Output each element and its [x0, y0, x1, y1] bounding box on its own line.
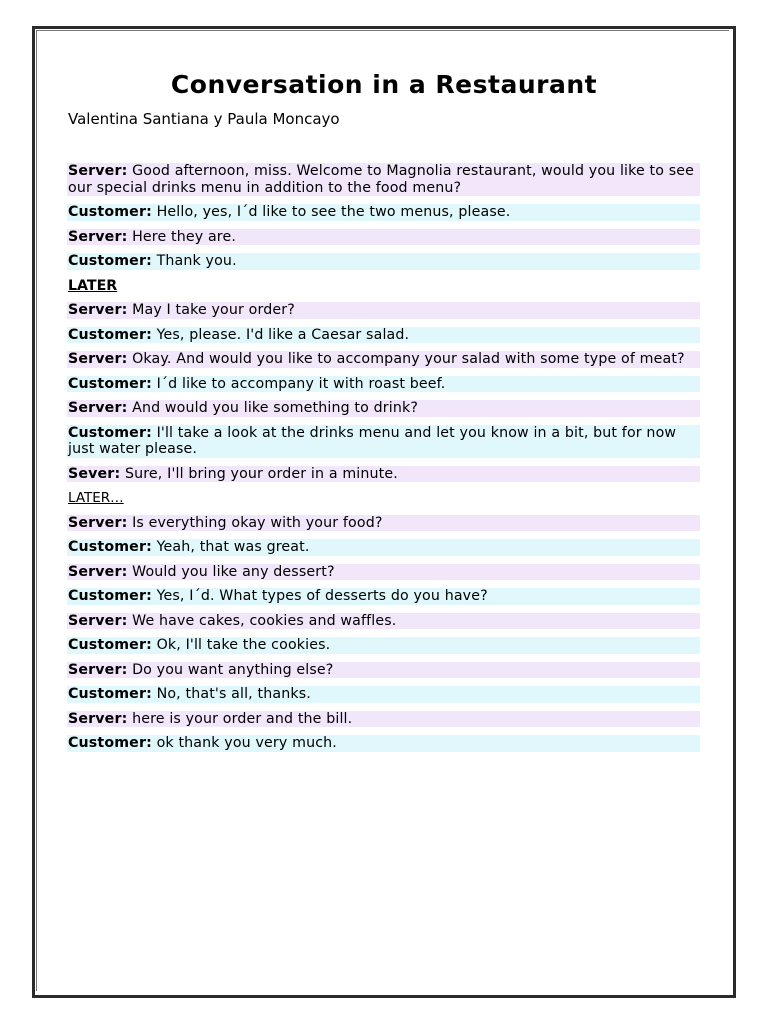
utterance-text: May I take your order? — [127, 302, 295, 318]
speaker-label: Server: — [68, 228, 128, 245]
speaker-label: Customer: — [68, 539, 152, 555]
utterance-text: Would you like any dessert? — [127, 563, 335, 580]
customer-line — [67, 588, 700, 605]
customer-line — [67, 425, 700, 458]
utterance-text: No, that's all, thanks. — [151, 686, 311, 702]
server-line — [67, 662, 700, 679]
server-line — [67, 711, 700, 728]
speaker-label: Server: — [68, 661, 128, 678]
utterance-text: Is everything okay with your food? — [127, 514, 383, 531]
speaker-label: Customer: — [68, 204, 152, 220]
utterance-text: Hello, yes, I´d like to see the two menus, please. — [151, 204, 511, 220]
server-line — [67, 302, 700, 319]
speaker-label: Customer: — [68, 588, 152, 604]
server-line — [67, 163, 700, 196]
speaker-label: Server: — [68, 163, 128, 179]
speaker-label: Customer: — [68, 253, 152, 269]
speaker-label: Customer: — [68, 686, 152, 702]
speaker-label: Server: — [68, 710, 128, 727]
speaker-label: Server: — [68, 400, 128, 416]
utterance-text: Do you want anything else? — [127, 661, 334, 678]
server-line — [67, 229, 700, 246]
customer-line — [67, 686, 700, 703]
utterance-text: I´d like to accompany it with roast beef. — [151, 375, 446, 392]
utterance-text: We have cakes, cookies and waffles. — [127, 612, 397, 629]
utterance-text: ok thank you very much. — [151, 735, 337, 751]
speaker-label: Server: — [68, 514, 128, 531]
speaker-label: Customer: — [68, 424, 152, 441]
utterance-text: Good afternoon, miss. Welcome to Magnolia restaurant, would you like to see our special drinks menu in addition to the food menu? — [68, 163, 695, 196]
speaker-label: Server: — [68, 351, 128, 367]
speaker-label: Server: — [68, 563, 128, 580]
server-line — [67, 613, 700, 630]
utterance-text: Yes, please. I'd like a Caesar salad. — [151, 326, 410, 343]
customer-line — [67, 735, 700, 752]
server-line — [67, 351, 700, 368]
customer-line — [67, 253, 700, 270]
utterance-text: Ok, I'll take the cookies. — [151, 637, 331, 653]
utterance-text: And would you like something to drink? — [127, 400, 419, 416]
speaker-label: Customer: — [68, 375, 152, 392]
customer-line — [67, 376, 700, 393]
server-line — [67, 515, 700, 532]
utterance-text: I'll take a look at the drinks menu and let you know in a bit, but for now just water please. — [68, 424, 677, 457]
utterance-text: Okay. And would you like to accompany your salad with some type of meat? — [127, 351, 685, 367]
section-marker: LATER — [68, 277, 118, 294]
customer-line — [67, 204, 700, 221]
dialogue-body — [67, 163, 700, 760]
speaker-label: Sever: — [68, 465, 121, 482]
utterance-text: Sure, I'll bring your order in a minute. — [120, 465, 398, 482]
server-line — [67, 466, 700, 483]
server-line — [67, 400, 700, 417]
speaker-label: Customer: — [68, 735, 152, 751]
utterance-text: Yeah, that was great. — [151, 539, 310, 555]
utterance-text: Here they are. — [127, 228, 236, 245]
speaker-label: Server: — [68, 612, 128, 629]
utterance-text: Yes, I´d. What types of desserts do you have? — [151, 588, 488, 604]
utterance-text: here is your order and the bill. — [127, 710, 353, 727]
server-line — [67, 564, 700, 581]
customer-line — [67, 539, 700, 556]
speaker-label: Customer: — [68, 637, 152, 653]
document-title: Conversation in a Restaurant — [170, 70, 598, 99]
section-marker: LATER… — [68, 490, 124, 506]
utterance-text: Thank you. — [151, 253, 237, 269]
speaker-label: Customer: — [68, 326, 152, 343]
speaker-label: Server: — [68, 302, 128, 318]
document-authors: Valentina Santiana y Paula Moncayo — [68, 110, 340, 128]
customer-line — [67, 327, 700, 344]
customer-line — [67, 637, 700, 654]
